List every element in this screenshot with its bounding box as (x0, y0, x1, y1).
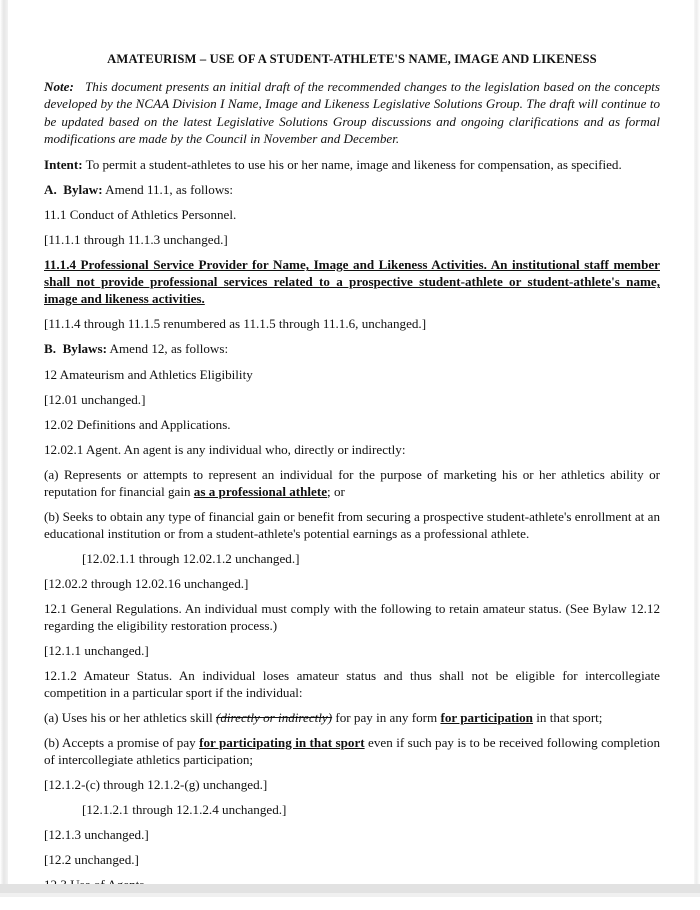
page-bottom-gutter (0, 884, 700, 910)
bylaw-12-1-2-item-a (44, 709, 660, 726)
bylaw-12-1-line: 12.1 General Regulations. An individual must comply with the following to retain amateur status. (See Bylaw 12.12 regarding the eligibility restoration process.) (44, 600, 660, 633)
item-b2-pre-text: (b) Accepts a promise of pay (44, 734, 200, 750)
item-b2-post-text: even if such pay is to be received following completion of intercollegiate athletics participation; (44, 734, 660, 767)
bylaw-11-1-line: 11.1 Conduct of Athletics Personnel. (44, 207, 237, 223)
bylaw-12-02-1-line: 12.02.1 Agent. An agent is any individual who, directly or indirectly: (44, 441, 406, 457)
page-left-gutter (0, 0, 8, 884)
bracket-11-1-1: [11.1.1 through 11.1.3 unchanged.] (44, 232, 228, 248)
section-a-heading-rest: Amend 11.1, as follows: (105, 182, 234, 198)
document-page (8, 0, 694, 884)
section-b-heading (44, 340, 660, 357)
new-bylaw-11-1-4: 11.1.4 Professional Service Provider for Name, Image and Likeness Activities. An institutional staff member shall not provide professional services related to a prospective student-athlete or student-athlete's name, image and likeness activities. (44, 257, 660, 307)
bylaw-12-02-1-item-b: (b) Seeks to obtain any type of financial gain or benefit from securing a prospective student-athlete's enrollment at an educational institution or from a student-athlete's potential earnings as a professional athlete. (44, 508, 660, 541)
bracket-12-1-3: [12.1.3 unchanged.] (44, 826, 149, 842)
item-b2-inserted-text: for participating in that sport (199, 734, 365, 750)
bylaw-12-02-1-item-a (44, 466, 660, 500)
bracket-12-02-2: [12.02.2 through 12.02.16 unchanged.] (44, 575, 249, 591)
bracket-12-1-2-c: [12.1.2-(c) through 12.1.2-(g) unchanged.] (44, 776, 268, 792)
bylaw-12-1-2-line: 12.1.2 Amateur Status. An individual loses amateur status and thus shall not be eligible for intercollegiate competition in a particular sport if the individual: (44, 667, 660, 700)
bylaw-12-line: 12 Amateurism and Athletics Eligibility (44, 366, 253, 382)
note-text: This document presents an initial draft of the recommended changes to the legislation based on the concepts developed by the NCAA Division I Name, Image and Likeness Legislative Solutions Group. The draft will continue to be updated based on the latest Legislative Solutions Group discussions and ongoing clarifications and as formal modifications are made by the Council in November and December. (44, 78, 660, 146)
item-a2-pre-text: (a) Uses his or her athletics skill (44, 709, 216, 725)
bracket-12-1-1: [12.1.1 unchanged.] (44, 642, 149, 658)
bracket-12-1-2-1: [12.1.2.1 through 12.1.2.4 unchanged.] (82, 801, 287, 817)
section-a-heading-label: Bylaw: (63, 182, 103, 198)
note-label: Note: (44, 78, 74, 94)
section-b-heading-label: Bylaws: (62, 341, 107, 357)
item-a-inserted-text: as a professional athlete (193, 483, 328, 499)
document-body (44, 52, 660, 901)
document-title: AMATEURISM – USE OF A STUDENT-ATHLETE'S NAME, IMAGE AND LIKENESS (107, 52, 597, 66)
bracket-12-01: [12.01 unchanged.] (44, 391, 146, 407)
item-a-post-text: ; or (327, 483, 345, 499)
intent-paragraph (44, 156, 660, 173)
item-a2-mid-text: for pay in any form (332, 709, 441, 725)
item-a2-deleted-text: (directly or indirectly) (216, 709, 333, 725)
section-b-label: B. (44, 341, 57, 357)
item-a2-inserted-text: for participation (440, 709, 533, 725)
page-right-gutter (694, 0, 700, 884)
bylaw-12-1-2-item-b (44, 734, 660, 768)
item-a-pre-text: (a) Represents or attempts to represent an individual for the purpose of marketing his or her athletics ability or reputation for financial gain (44, 466, 660, 499)
note-paragraph (44, 78, 660, 148)
bylaw-12-02-line: 12.02 Definitions and Applications. (44, 416, 231, 432)
section-a-label: A. (44, 182, 57, 198)
bracket-11-1-4-renumber: [11.1.4 through 11.1.5 renumbered as 11.1.5 through 11.1.6, unchanged.] (44, 316, 427, 332)
bracket-12-02-1-1: [12.02.1.1 through 12.02.1.2 unchanged.] (82, 550, 300, 566)
item-a2-post-text: in that sport; (532, 709, 603, 725)
section-b-heading-rest: Amend 12, as follows: (109, 341, 229, 357)
intent-label: Intent: (44, 157, 83, 173)
intent-text: To permit a student-athletes to use his or her name, image and likeness for compensation, as specified. (85, 157, 622, 173)
bracket-12-2: [12.2 unchanged.] (44, 851, 139, 867)
section-a-heading (44, 181, 660, 198)
